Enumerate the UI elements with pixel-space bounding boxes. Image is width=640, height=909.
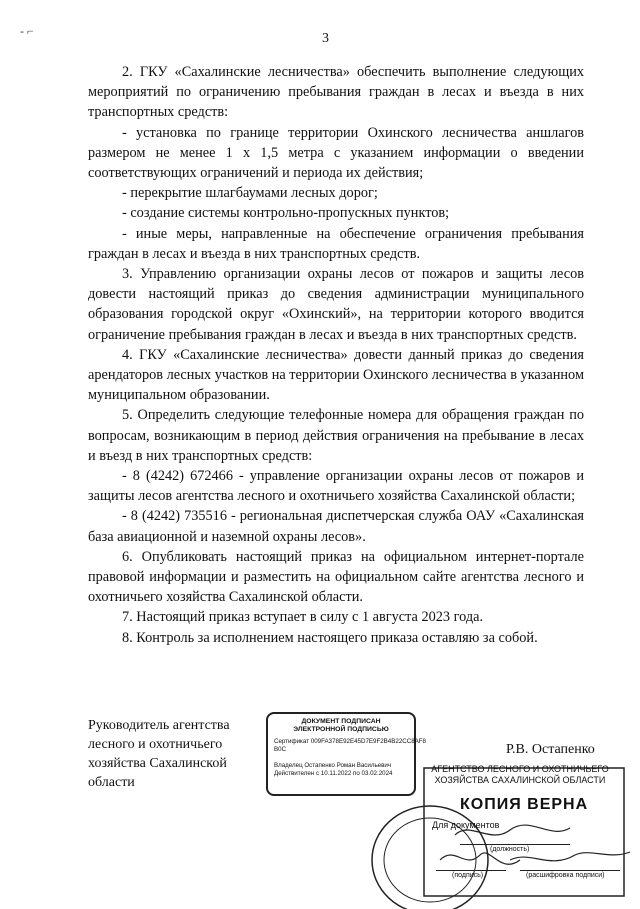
paragraph-6: 6. Опубликовать настоящий приказ на официальном интернет-портале правовой информации и разместить на официальном сайте агентства лесного и охотничьего хозяйства Сахалинской области. [88,548,584,606]
eds-title-line2: ЭЛЕКТРОННОЙ ПОДПИСЬЮ [293,726,389,733]
page-number: 3 [322,31,329,46]
stamp-agency: АГЕНТСТВО ЛЕСНОГО И ОХОТНИЧЬЕГО ХОЗЯЙСТВА САХАЛИНСКОЙ ОБЛАСТИ [431,764,609,785]
eds-owner: Владелец Остапенко Роман Васильевич [274,762,392,769]
stamp-for-docs: Для документов [432,820,500,830]
eds-certificate: Сертификат 009FA378E92E45D7E9F2B4B22CC8AF8 [274,738,426,745]
stamp-copy-text: КОПИЯ ВЕРНА [460,796,589,813]
phone-item: - 8 (4242) 672466 - управление организации охраны лесов от пожаров и защиты лесов агентства лесного и охотничьего хозяйства Сахалинской области; [88,468,584,505]
stamp-signature-line [436,870,506,871]
signer-name: Р.В. Остапенко [506,742,595,757]
list-item: - иные меры, направленные на обеспечение ограничения пребывания граждан в лесах и въезда в них транспортных средств. [88,225,584,262]
paragraph-7: 7. Настоящий приказ вступает в силу с 1 августа 2023 года. [122,609,484,626]
paragraph-5: 5. Определить следующие телефонные номера для обращения граждан по вопросам, возникающим в период действия ограничения на пребывание в лесах и въезд в них транспортных средств: [88,407,584,464]
stamp-decode-line [520,870,620,871]
list-item: - создание системы контрольно-пропускных пунктов; [122,205,450,222]
eds-title-line1: ДОКУМЕНТ ПОДПИСАН [301,718,381,725]
eds-valid: Действителен с 10.11.2022 по 03.02.2024 [274,770,393,777]
eds-title [274,718,408,734]
paragraph-8: 8. Контроль за исполнением настоящего приказа оставляю за собой. [122,629,538,646]
document-body [88,62,584,648]
paragraph-2: 2. ГКУ «Сахалинские лесничества» обеспечить выполнение следующих мероприятий по ограничению пребывания граждан в лесах и въезда в них транспортных средств: [88,64,584,121]
paragraph-4: 4. ГКУ «Сахалинские лесничества» довести данный приказ до сведения арендаторов лесных участков на территории Охинского лесничества в указанном муниципальном образовании. [88,346,584,404]
stamp-position-hint: (должность) [490,846,530,853]
phone-item: - 8 (4242) 735516 - региональная диспетчерская служба ОАУ «Сахалинская база авиационной и наземной охраны лесов». [88,508,584,545]
list-item: - перекрытие шлагбаумами лесных дорог; [122,185,378,202]
copy-certified-stamp [360,760,640,900]
stamp-position-line [460,844,570,845]
eds-certificate-cont: B0C [274,746,287,753]
signer-position: Руководитель агентства лесного и охотничьего хозяйства Сахалинской области [88,718,230,790]
paragraph-3: 3. Управлению организации охраны лесов от пожаров и защиты лесов довести настоящий приказ до сведения администрации муниципального образования городской округ «Охинский», на территории которого вводится ограничение пребывания граждан в лесах и въезда в них транспортных средств. [88,266,584,343]
corner-mark: - ⌐ [20,24,34,38]
stamp-decode-hint: (расшифровка подписи) [526,872,605,879]
list-item: - установка по границе территории Охинского лесничества аншлагов размером не менее 1 х 1,5 метра с указанием информации о введении соответствующих ограничений и периода их действия; [88,124,584,182]
stamp-signature-hint: (подпись) [452,872,484,879]
